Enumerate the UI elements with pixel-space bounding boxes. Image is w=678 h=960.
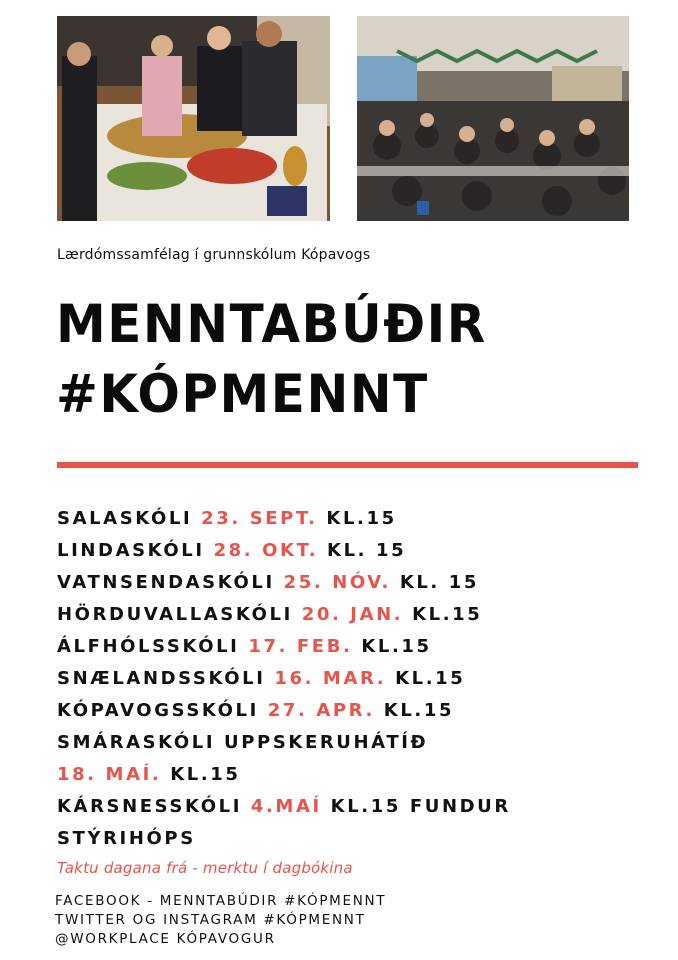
social-twitter-instagram: TWITTER OG INSTAGRAM #KÓPMENNT — [55, 912, 366, 928]
schedule-item-salaskoli — [57, 503, 657, 535]
schedule-item-snaelandsskoli — [57, 663, 657, 695]
schedule-item-smaraskoli-date — [57, 759, 657, 791]
school-name: HÖRDUVALLASKÓLI — [57, 604, 293, 625]
event-time: KL.15 — [170, 764, 241, 785]
event-date: 20. JAN. — [301, 604, 404, 625]
event-time: KL.15 — [395, 668, 466, 689]
schedule-list — [57, 503, 657, 855]
schedule-item-vatnsendaskoli — [57, 567, 657, 599]
event-time: KL. 15 — [327, 540, 407, 561]
call-to-action: Taktu dagana frá - merktu í dagbókina — [57, 859, 353, 877]
schedule-item-lindaskoli — [57, 535, 657, 567]
event-date: 17. FEB. — [248, 636, 353, 657]
event-date: 23. SEPT. — [201, 508, 318, 529]
school-name: VATNSENDASKÓLI — [57, 572, 275, 593]
schedule-item-smaraskoli — [57, 727, 657, 759]
event-time: KL. 15 — [399, 572, 479, 593]
school-name: KÓPAVOGSSKÓLI — [57, 700, 259, 721]
event-time: KL.15 — [361, 636, 432, 657]
schedule-item-horduvallaskoli — [57, 599, 657, 631]
schedule-item-karsnesskoli-cont — [57, 823, 657, 855]
headline-line-2: #KÓPMENNT — [56, 363, 429, 425]
event-date: 25. NÓV. — [283, 572, 391, 593]
event-date: 28. OKT. — [213, 540, 319, 561]
hall-crowd-photo — [357, 16, 629, 221]
school-name: ÁLFHÓLSSKÓLI — [57, 636, 240, 657]
school-name: SMÁRASKÓLI UPPSKERUHÁTÍÐ — [57, 732, 429, 753]
school-name: SALASKÓLI — [57, 508, 193, 529]
event-date: 18. MAÍ. — [57, 764, 162, 785]
event-note: STÝRIHÓPS — [57, 828, 196, 849]
schedule-item-alfholsskoli — [57, 631, 657, 663]
school-name: KÁRSNESSKÓLI — [57, 796, 242, 817]
buffet-photo — [57, 16, 330, 221]
event-date: 16. MAR. — [274, 668, 387, 689]
event-time: KL.15 — [326, 508, 397, 529]
headline-line-1: MENNTABÚÐIR — [56, 293, 487, 355]
schedule-item-karsnesskoli — [57, 791, 657, 823]
event-time: KL.15 — [412, 604, 483, 625]
school-name: LINDASKÓLI — [57, 540, 205, 561]
social-links — [55, 892, 386, 949]
event-time: KL.15 — [383, 700, 455, 721]
event-time: KL.15 FUNDUR — [330, 796, 511, 817]
event-date: 4.MAÍ — [250, 796, 322, 817]
social-facebook: FACEBOOK - MENNTABÚDIR #KÓPMENNT — [55, 893, 387, 909]
event-date: 27. APR. — [267, 700, 375, 721]
school-name: SNÆLANDSSKÓLI — [57, 668, 266, 689]
social-workplace: @WORKPLACE KÓPAVOGUR — [55, 931, 276, 947]
subtitle: Lærdómssamfélag í grunnskólum Kópavogs — [57, 247, 371, 263]
schedule-item-kopavogsskoli — [57, 695, 657, 727]
accent-divider — [57, 462, 638, 468]
